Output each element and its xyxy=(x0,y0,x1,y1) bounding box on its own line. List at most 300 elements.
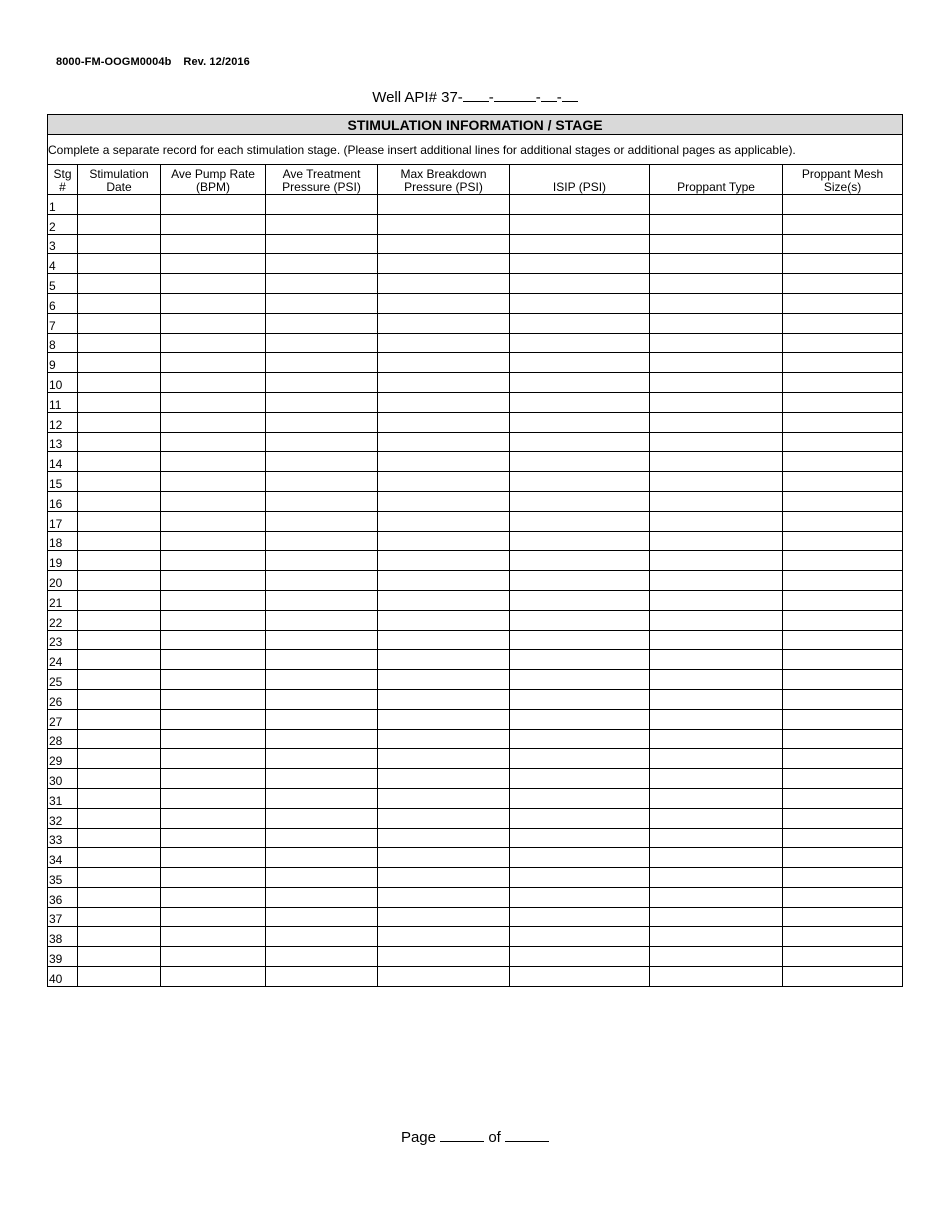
isip-cell[interactable] xyxy=(510,848,650,868)
stimulation-date-cell[interactable] xyxy=(78,491,161,511)
max-breakdown-pressure-cell[interactable] xyxy=(378,670,510,690)
ave-treatment-pressure-cell[interactable] xyxy=(266,313,378,333)
max-breakdown-pressure-cell[interactable] xyxy=(378,769,510,789)
isip-cell[interactable] xyxy=(510,927,650,947)
isip-cell[interactable] xyxy=(510,313,650,333)
stimulation-date-cell[interactable] xyxy=(78,472,161,492)
ave-treatment-pressure-cell[interactable] xyxy=(266,630,378,650)
stimulation-date-cell[interactable] xyxy=(78,749,161,769)
proppant-type-cell[interactable] xyxy=(650,907,783,927)
max-breakdown-pressure-cell[interactable] xyxy=(378,689,510,709)
ave-pump-rate-cell[interactable] xyxy=(161,848,266,868)
proppant-mesh-size-cell[interactable] xyxy=(783,630,903,650)
proppant-mesh-size-cell[interactable] xyxy=(783,689,903,709)
stimulation-date-cell[interactable] xyxy=(78,234,161,254)
isip-cell[interactable] xyxy=(510,788,650,808)
ave-pump-rate-cell[interactable] xyxy=(161,491,266,511)
proppant-mesh-size-cell[interactable] xyxy=(783,828,903,848)
proppant-type-cell[interactable] xyxy=(650,848,783,868)
ave-pump-rate-cell[interactable] xyxy=(161,333,266,353)
stimulation-date-cell[interactable] xyxy=(78,650,161,670)
stage-number-cell: 14 xyxy=(48,452,78,472)
stimulation-date-cell[interactable] xyxy=(78,709,161,729)
proppant-mesh-size-cell[interactable] xyxy=(783,650,903,670)
proppant-type-cell[interactable] xyxy=(650,590,783,610)
ave-treatment-pressure-cell[interactable] xyxy=(266,472,378,492)
ave-pump-rate-cell[interactable] xyxy=(161,749,266,769)
ave-pump-rate-cell[interactable] xyxy=(161,828,266,848)
stimulation-date-cell[interactable] xyxy=(78,689,161,709)
ave-pump-rate-cell[interactable] xyxy=(161,709,266,729)
stimulation-date-cell[interactable] xyxy=(78,610,161,630)
stimulation-date-cell[interactable] xyxy=(78,788,161,808)
api-field-1[interactable] xyxy=(463,88,489,102)
max-breakdown-pressure-cell[interactable] xyxy=(378,808,510,828)
proppant-type-cell[interactable] xyxy=(650,313,783,333)
table-row xyxy=(48,590,903,610)
stimulation-date-cell[interactable] xyxy=(78,590,161,610)
stimulation-date-cell[interactable] xyxy=(78,373,161,393)
proppant-mesh-size-cell[interactable] xyxy=(783,848,903,868)
ave-treatment-pressure-cell[interactable] xyxy=(266,868,378,888)
proppant-mesh-size-cell[interactable] xyxy=(783,472,903,492)
isip-cell[interactable] xyxy=(510,412,650,432)
isip-cell[interactable] xyxy=(510,432,650,452)
max-breakdown-pressure-cell[interactable] xyxy=(378,392,510,412)
proppant-type-cell[interactable] xyxy=(650,947,783,967)
ave-treatment-pressure-cell[interactable] xyxy=(266,650,378,670)
proppant-type-cell[interactable] xyxy=(650,293,783,313)
isip-cell[interactable] xyxy=(510,828,650,848)
isip-cell[interactable] xyxy=(510,769,650,789)
proppant-mesh-size-cell[interactable] xyxy=(783,670,903,690)
ave-pump-rate-cell[interactable] xyxy=(161,650,266,670)
isip-cell[interactable] xyxy=(510,373,650,393)
ave-pump-rate-cell[interactable] xyxy=(161,214,266,234)
isip-cell[interactable] xyxy=(510,274,650,294)
max-breakdown-pressure-cell[interactable] xyxy=(378,749,510,769)
proppant-type-cell[interactable] xyxy=(650,808,783,828)
ave-pump-rate-cell[interactable] xyxy=(161,868,266,888)
ave-treatment-pressure-cell[interactable] xyxy=(266,551,378,571)
proppant-type-cell[interactable] xyxy=(650,452,783,472)
proppant-mesh-size-cell[interactable] xyxy=(783,967,903,987)
proppant-mesh-size-cell[interactable] xyxy=(783,808,903,828)
max-breakdown-pressure-cell[interactable] xyxy=(378,868,510,888)
ave-treatment-pressure-cell[interactable] xyxy=(266,274,378,294)
ave-pump-rate-cell[interactable] xyxy=(161,610,266,630)
stimulation-date-cell[interactable] xyxy=(78,947,161,967)
proppant-mesh-size-cell[interactable] xyxy=(783,927,903,947)
api-field-2[interactable] xyxy=(494,88,536,102)
proppant-type-cell[interactable] xyxy=(650,234,783,254)
proppant-type-cell[interactable] xyxy=(650,214,783,234)
page-total-field[interactable] xyxy=(505,1128,549,1142)
ave-treatment-pressure-cell[interactable] xyxy=(266,432,378,452)
ave-treatment-pressure-cell[interactable] xyxy=(266,571,378,591)
ave-pump-rate-cell[interactable] xyxy=(161,234,266,254)
max-breakdown-pressure-cell[interactable] xyxy=(378,887,510,907)
ave-pump-rate-cell[interactable] xyxy=(161,511,266,531)
stimulation-date-cell[interactable] xyxy=(78,967,161,987)
stimulation-date-cell[interactable] xyxy=(78,927,161,947)
proppant-mesh-size-cell[interactable] xyxy=(783,531,903,551)
stimulation-date-cell[interactable] xyxy=(78,511,161,531)
max-breakdown-pressure-cell[interactable] xyxy=(378,907,510,927)
stimulation-date-cell[interactable] xyxy=(78,214,161,234)
proppant-type-cell[interactable] xyxy=(650,630,783,650)
stimulation-date-cell[interactable] xyxy=(78,868,161,888)
isip-cell[interactable] xyxy=(510,491,650,511)
isip-cell[interactable] xyxy=(510,452,650,472)
proppant-mesh-size-cell[interactable] xyxy=(783,788,903,808)
stimulation-date-cell[interactable] xyxy=(78,432,161,452)
proppant-type-cell[interactable] xyxy=(650,432,783,452)
ave-treatment-pressure-cell[interactable] xyxy=(266,927,378,947)
proppant-type-cell[interactable] xyxy=(650,392,783,412)
proppant-mesh-size-cell[interactable] xyxy=(783,769,903,789)
stimulation-date-cell[interactable] xyxy=(78,412,161,432)
stimulation-date-cell[interactable] xyxy=(78,195,161,215)
proppant-type-cell[interactable] xyxy=(650,769,783,789)
ave-pump-rate-cell[interactable] xyxy=(161,531,266,551)
page-label: Page xyxy=(400,1129,436,1146)
proppant-type-cell[interactable] xyxy=(650,650,783,670)
ave-treatment-pressure-cell[interactable] xyxy=(266,689,378,709)
isip-cell[interactable] xyxy=(510,907,650,927)
isip-cell[interactable] xyxy=(510,234,650,254)
ave-treatment-pressure-cell[interactable] xyxy=(266,353,378,373)
max-breakdown-pressure-cell[interactable] xyxy=(378,313,510,333)
proppant-mesh-size-cell[interactable] xyxy=(783,511,903,531)
ave-pump-rate-cell[interactable] xyxy=(161,472,266,492)
stimulation-date-cell[interactable] xyxy=(78,313,161,333)
ave-treatment-pressure-cell[interactable] xyxy=(266,848,378,868)
isip-cell[interactable] xyxy=(510,630,650,650)
isip-cell[interactable] xyxy=(510,195,650,215)
isip-cell[interactable] xyxy=(510,293,650,313)
isip-cell[interactable] xyxy=(510,689,650,709)
well-api-line xyxy=(0,88,950,106)
isip-cell[interactable] xyxy=(510,392,650,412)
page-number-field[interactable] xyxy=(440,1128,484,1142)
ave-pump-rate-cell[interactable] xyxy=(161,254,266,274)
proppant-mesh-size-cell[interactable] xyxy=(783,333,903,353)
ave-pump-rate-cell[interactable] xyxy=(161,947,266,967)
ave-pump-rate-cell[interactable] xyxy=(161,195,266,215)
ave-treatment-pressure-cell[interactable] xyxy=(266,947,378,967)
max-breakdown-pressure-cell[interactable] xyxy=(378,432,510,452)
max-breakdown-pressure-cell[interactable] xyxy=(378,353,510,373)
proppant-type-cell[interactable] xyxy=(650,412,783,432)
isip-cell[interactable] xyxy=(510,551,650,571)
max-breakdown-pressure-cell[interactable] xyxy=(378,927,510,947)
proppant-mesh-size-cell[interactable] xyxy=(783,709,903,729)
proppant-mesh-size-cell[interactable] xyxy=(783,571,903,591)
stimulation-date-cell[interactable] xyxy=(78,670,161,690)
ave-pump-rate-cell[interactable] xyxy=(161,729,266,749)
isip-cell[interactable] xyxy=(510,353,650,373)
max-breakdown-pressure-cell[interactable] xyxy=(378,571,510,591)
stimulation-date-cell[interactable] xyxy=(78,630,161,650)
api-field-4[interactable] xyxy=(562,88,578,102)
proppant-mesh-size-cell[interactable] xyxy=(783,491,903,511)
ave-pump-rate-cell[interactable] xyxy=(161,927,266,947)
column-header-line1: Stimulation xyxy=(89,167,149,181)
proppant-mesh-size-cell[interactable] xyxy=(783,887,903,907)
ave-pump-rate-cell[interactable] xyxy=(161,670,266,690)
proppant-type-cell[interactable] xyxy=(650,373,783,393)
stage-number-cell: 27 xyxy=(48,709,78,729)
proppant-type-cell[interactable] xyxy=(650,511,783,531)
max-breakdown-pressure-cell[interactable] xyxy=(378,214,510,234)
proppant-type-cell[interactable] xyxy=(650,531,783,551)
proppant-type-cell[interactable] xyxy=(650,887,783,907)
proppant-type-cell[interactable] xyxy=(650,967,783,987)
proppant-mesh-size-cell[interactable] xyxy=(783,749,903,769)
proppant-type-cell[interactable] xyxy=(650,689,783,709)
ave-pump-rate-cell[interactable] xyxy=(161,907,266,927)
proppant-type-cell[interactable] xyxy=(650,927,783,947)
proppant-mesh-size-cell[interactable] xyxy=(783,373,903,393)
stimulation-date-cell[interactable] xyxy=(78,887,161,907)
max-breakdown-pressure-cell[interactable] xyxy=(378,254,510,274)
isip-cell[interactable] xyxy=(510,511,650,531)
max-breakdown-pressure-cell[interactable] xyxy=(378,511,510,531)
ave-treatment-pressure-cell[interactable] xyxy=(266,412,378,432)
proppant-type-cell[interactable] xyxy=(650,709,783,729)
isip-cell[interactable] xyxy=(510,472,650,492)
stimulation-date-cell[interactable] xyxy=(78,293,161,313)
proppant-type-cell[interactable] xyxy=(650,670,783,690)
ave-pump-rate-cell[interactable] xyxy=(161,887,266,907)
ave-treatment-pressure-cell[interactable] xyxy=(266,887,378,907)
page-number-line xyxy=(0,1128,950,1146)
ave-treatment-pressure-cell[interactable] xyxy=(266,788,378,808)
max-breakdown-pressure-cell[interactable] xyxy=(378,828,510,848)
stage-number-cell: 20 xyxy=(48,571,78,591)
ave-pump-rate-cell[interactable] xyxy=(161,788,266,808)
isip-cell[interactable] xyxy=(510,947,650,967)
isip-cell[interactable] xyxy=(510,590,650,610)
ave-treatment-pressure-cell[interactable] xyxy=(266,531,378,551)
max-breakdown-pressure-cell[interactable] xyxy=(378,650,510,670)
ave-pump-rate-cell[interactable] xyxy=(161,571,266,591)
proppant-type-cell[interactable] xyxy=(650,610,783,630)
column-header-line1: Max Breakdown xyxy=(400,167,487,181)
max-breakdown-pressure-cell[interactable] xyxy=(378,967,510,987)
max-breakdown-pressure-cell[interactable] xyxy=(378,788,510,808)
ave-treatment-pressure-cell[interactable] xyxy=(266,373,378,393)
proppant-mesh-size-cell[interactable] xyxy=(783,590,903,610)
proppant-mesh-size-cell[interactable] xyxy=(783,412,903,432)
proppant-mesh-size-cell[interactable] xyxy=(783,214,903,234)
stimulation-date-cell[interactable] xyxy=(78,254,161,274)
ave-treatment-pressure-cell[interactable] xyxy=(266,392,378,412)
isip-cell[interactable] xyxy=(510,709,650,729)
ave-treatment-pressure-cell[interactable] xyxy=(266,610,378,630)
proppant-mesh-size-cell[interactable] xyxy=(783,947,903,967)
max-breakdown-pressure-cell[interactable] xyxy=(378,333,510,353)
proppant-mesh-size-cell[interactable] xyxy=(783,313,903,333)
max-breakdown-pressure-cell[interactable] xyxy=(378,590,510,610)
isip-cell[interactable] xyxy=(510,729,650,749)
ave-treatment-pressure-cell[interactable] xyxy=(266,709,378,729)
isip-cell[interactable] xyxy=(510,749,650,769)
isip-cell[interactable] xyxy=(510,214,650,234)
ave-treatment-pressure-cell[interactable] xyxy=(266,293,378,313)
stimulation-date-cell[interactable] xyxy=(78,848,161,868)
proppant-mesh-size-cell[interactable] xyxy=(783,254,903,274)
isip-cell[interactable] xyxy=(510,868,650,888)
table-row xyxy=(48,907,903,927)
ave-pump-rate-cell[interactable] xyxy=(161,373,266,393)
isip-cell[interactable] xyxy=(510,808,650,828)
max-breakdown-pressure-cell[interactable] xyxy=(378,551,510,571)
ave-pump-rate-cell[interactable] xyxy=(161,313,266,333)
proppant-type-cell[interactable] xyxy=(650,491,783,511)
isip-cell[interactable] xyxy=(510,571,650,591)
proppant-mesh-size-cell[interactable] xyxy=(783,610,903,630)
max-breakdown-pressure-cell[interactable] xyxy=(378,293,510,313)
stage-number-cell: 25 xyxy=(48,670,78,690)
stimulation-date-cell[interactable] xyxy=(78,828,161,848)
proppant-mesh-size-cell[interactable] xyxy=(783,392,903,412)
ave-treatment-pressure-cell[interactable] xyxy=(266,234,378,254)
proppant-mesh-size-cell[interactable] xyxy=(783,195,903,215)
proppant-type-cell[interactable] xyxy=(650,254,783,274)
stimulation-date-cell[interactable] xyxy=(78,452,161,472)
stimulation-date-cell[interactable] xyxy=(78,729,161,749)
ave-treatment-pressure-cell[interactable] xyxy=(266,214,378,234)
ave-pump-rate-cell[interactable] xyxy=(161,967,266,987)
ave-pump-rate-cell[interactable] xyxy=(161,769,266,789)
ave-treatment-pressure-cell[interactable] xyxy=(266,769,378,789)
proppant-mesh-size-cell[interactable] xyxy=(783,353,903,373)
stimulation-date-cell[interactable] xyxy=(78,333,161,353)
isip-cell[interactable] xyxy=(510,333,650,353)
stimulation-date-cell[interactable] xyxy=(78,808,161,828)
ave-treatment-pressure-cell[interactable] xyxy=(266,511,378,531)
proppant-mesh-size-cell[interactable] xyxy=(783,274,903,294)
proppant-mesh-size-cell[interactable] xyxy=(783,234,903,254)
max-breakdown-pressure-cell[interactable] xyxy=(378,373,510,393)
ave-treatment-pressure-cell[interactable] xyxy=(266,729,378,749)
proppant-type-cell[interactable] xyxy=(650,274,783,294)
stimulation-date-cell[interactable] xyxy=(78,907,161,927)
max-breakdown-pressure-cell[interactable] xyxy=(378,274,510,294)
stage-number-cell: 12 xyxy=(48,412,78,432)
max-breakdown-pressure-cell[interactable] xyxy=(378,491,510,511)
ave-pump-rate-cell[interactable] xyxy=(161,293,266,313)
proppant-mesh-size-cell[interactable] xyxy=(783,293,903,313)
stimulation-date-cell[interactable] xyxy=(78,769,161,789)
isip-cell[interactable] xyxy=(510,610,650,630)
proppant-type-cell[interactable] xyxy=(650,749,783,769)
ave-treatment-pressure-cell[interactable] xyxy=(266,808,378,828)
ave-pump-rate-cell[interactable] xyxy=(161,432,266,452)
max-breakdown-pressure-cell[interactable] xyxy=(378,709,510,729)
ave-pump-rate-cell[interactable] xyxy=(161,392,266,412)
max-breakdown-pressure-cell[interactable] xyxy=(378,412,510,432)
ave-pump-rate-cell[interactable] xyxy=(161,551,266,571)
proppant-mesh-size-cell[interactable] xyxy=(783,907,903,927)
ave-pump-rate-cell[interactable] xyxy=(161,452,266,472)
proppant-mesh-size-cell[interactable] xyxy=(783,432,903,452)
isip-cell[interactable] xyxy=(510,650,650,670)
max-breakdown-pressure-cell[interactable] xyxy=(378,610,510,630)
ave-pump-rate-cell[interactable] xyxy=(161,630,266,650)
proppant-mesh-size-cell[interactable] xyxy=(783,729,903,749)
proppant-type-cell[interactable] xyxy=(650,353,783,373)
proppant-type-cell[interactable] xyxy=(650,472,783,492)
proppant-type-cell[interactable] xyxy=(650,868,783,888)
max-breakdown-pressure-cell[interactable] xyxy=(378,531,510,551)
ave-pump-rate-cell[interactable] xyxy=(161,412,266,432)
proppant-type-cell[interactable] xyxy=(650,828,783,848)
ave-treatment-pressure-cell[interactable] xyxy=(266,670,378,690)
ave-treatment-pressure-cell[interactable] xyxy=(266,967,378,987)
isip-cell[interactable] xyxy=(510,254,650,274)
stimulation-date-cell[interactable] xyxy=(78,392,161,412)
proppant-mesh-size-cell[interactable] xyxy=(783,868,903,888)
ave-treatment-pressure-cell[interactable] xyxy=(266,195,378,215)
stage-number-cell: 40 xyxy=(48,967,78,987)
ave-pump-rate-cell[interactable] xyxy=(161,590,266,610)
ave-treatment-pressure-cell[interactable] xyxy=(266,907,378,927)
ave-treatment-pressure-cell[interactable] xyxy=(266,333,378,353)
ave-treatment-pressure-cell[interactable] xyxy=(266,590,378,610)
max-breakdown-pressure-cell[interactable] xyxy=(378,630,510,650)
ave-pump-rate-cell[interactable] xyxy=(161,808,266,828)
proppant-type-cell[interactable] xyxy=(650,551,783,571)
stimulation-date-cell[interactable] xyxy=(78,571,161,591)
max-breakdown-pressure-cell[interactable] xyxy=(378,848,510,868)
proppant-type-cell[interactable] xyxy=(650,195,783,215)
ave-treatment-pressure-cell[interactable] xyxy=(266,254,378,274)
ave-treatment-pressure-cell[interactable] xyxy=(266,749,378,769)
stimulation-date-cell[interactable] xyxy=(78,353,161,373)
ave-treatment-pressure-cell[interactable] xyxy=(266,491,378,511)
ave-treatment-pressure-cell[interactable] xyxy=(266,452,378,472)
isip-cell[interactable] xyxy=(510,670,650,690)
isip-cell[interactable] xyxy=(510,887,650,907)
isip-cell[interactable] xyxy=(510,531,650,551)
ave-pump-rate-cell[interactable] xyxy=(161,689,266,709)
max-breakdown-pressure-cell[interactable] xyxy=(378,452,510,472)
proppant-mesh-size-cell[interactable] xyxy=(783,551,903,571)
ave-treatment-pressure-cell[interactable] xyxy=(266,828,378,848)
isip-cell[interactable] xyxy=(510,967,650,987)
stimulation-date-cell[interactable] xyxy=(78,551,161,571)
ave-pump-rate-cell[interactable] xyxy=(161,353,266,373)
max-breakdown-pressure-cell[interactable] xyxy=(378,195,510,215)
ave-pump-rate-cell[interactable] xyxy=(161,274,266,294)
proppant-type-cell[interactable] xyxy=(650,571,783,591)
stimulation-date-cell[interactable] xyxy=(78,274,161,294)
max-breakdown-pressure-cell[interactable] xyxy=(378,472,510,492)
proppant-type-cell[interactable] xyxy=(650,788,783,808)
proppant-type-cell[interactable] xyxy=(650,729,783,749)
column-header-line1: Proppant Mesh xyxy=(801,167,884,181)
stimulation-date-cell[interactable] xyxy=(78,531,161,551)
proppant-type-cell[interactable] xyxy=(650,333,783,353)
max-breakdown-pressure-cell[interactable] xyxy=(378,729,510,749)
proppant-mesh-size-cell[interactable] xyxy=(783,452,903,472)
max-breakdown-pressure-cell[interactable] xyxy=(378,234,510,254)
max-breakdown-pressure-cell[interactable] xyxy=(378,947,510,967)
api-field-3[interactable] xyxy=(541,88,557,102)
